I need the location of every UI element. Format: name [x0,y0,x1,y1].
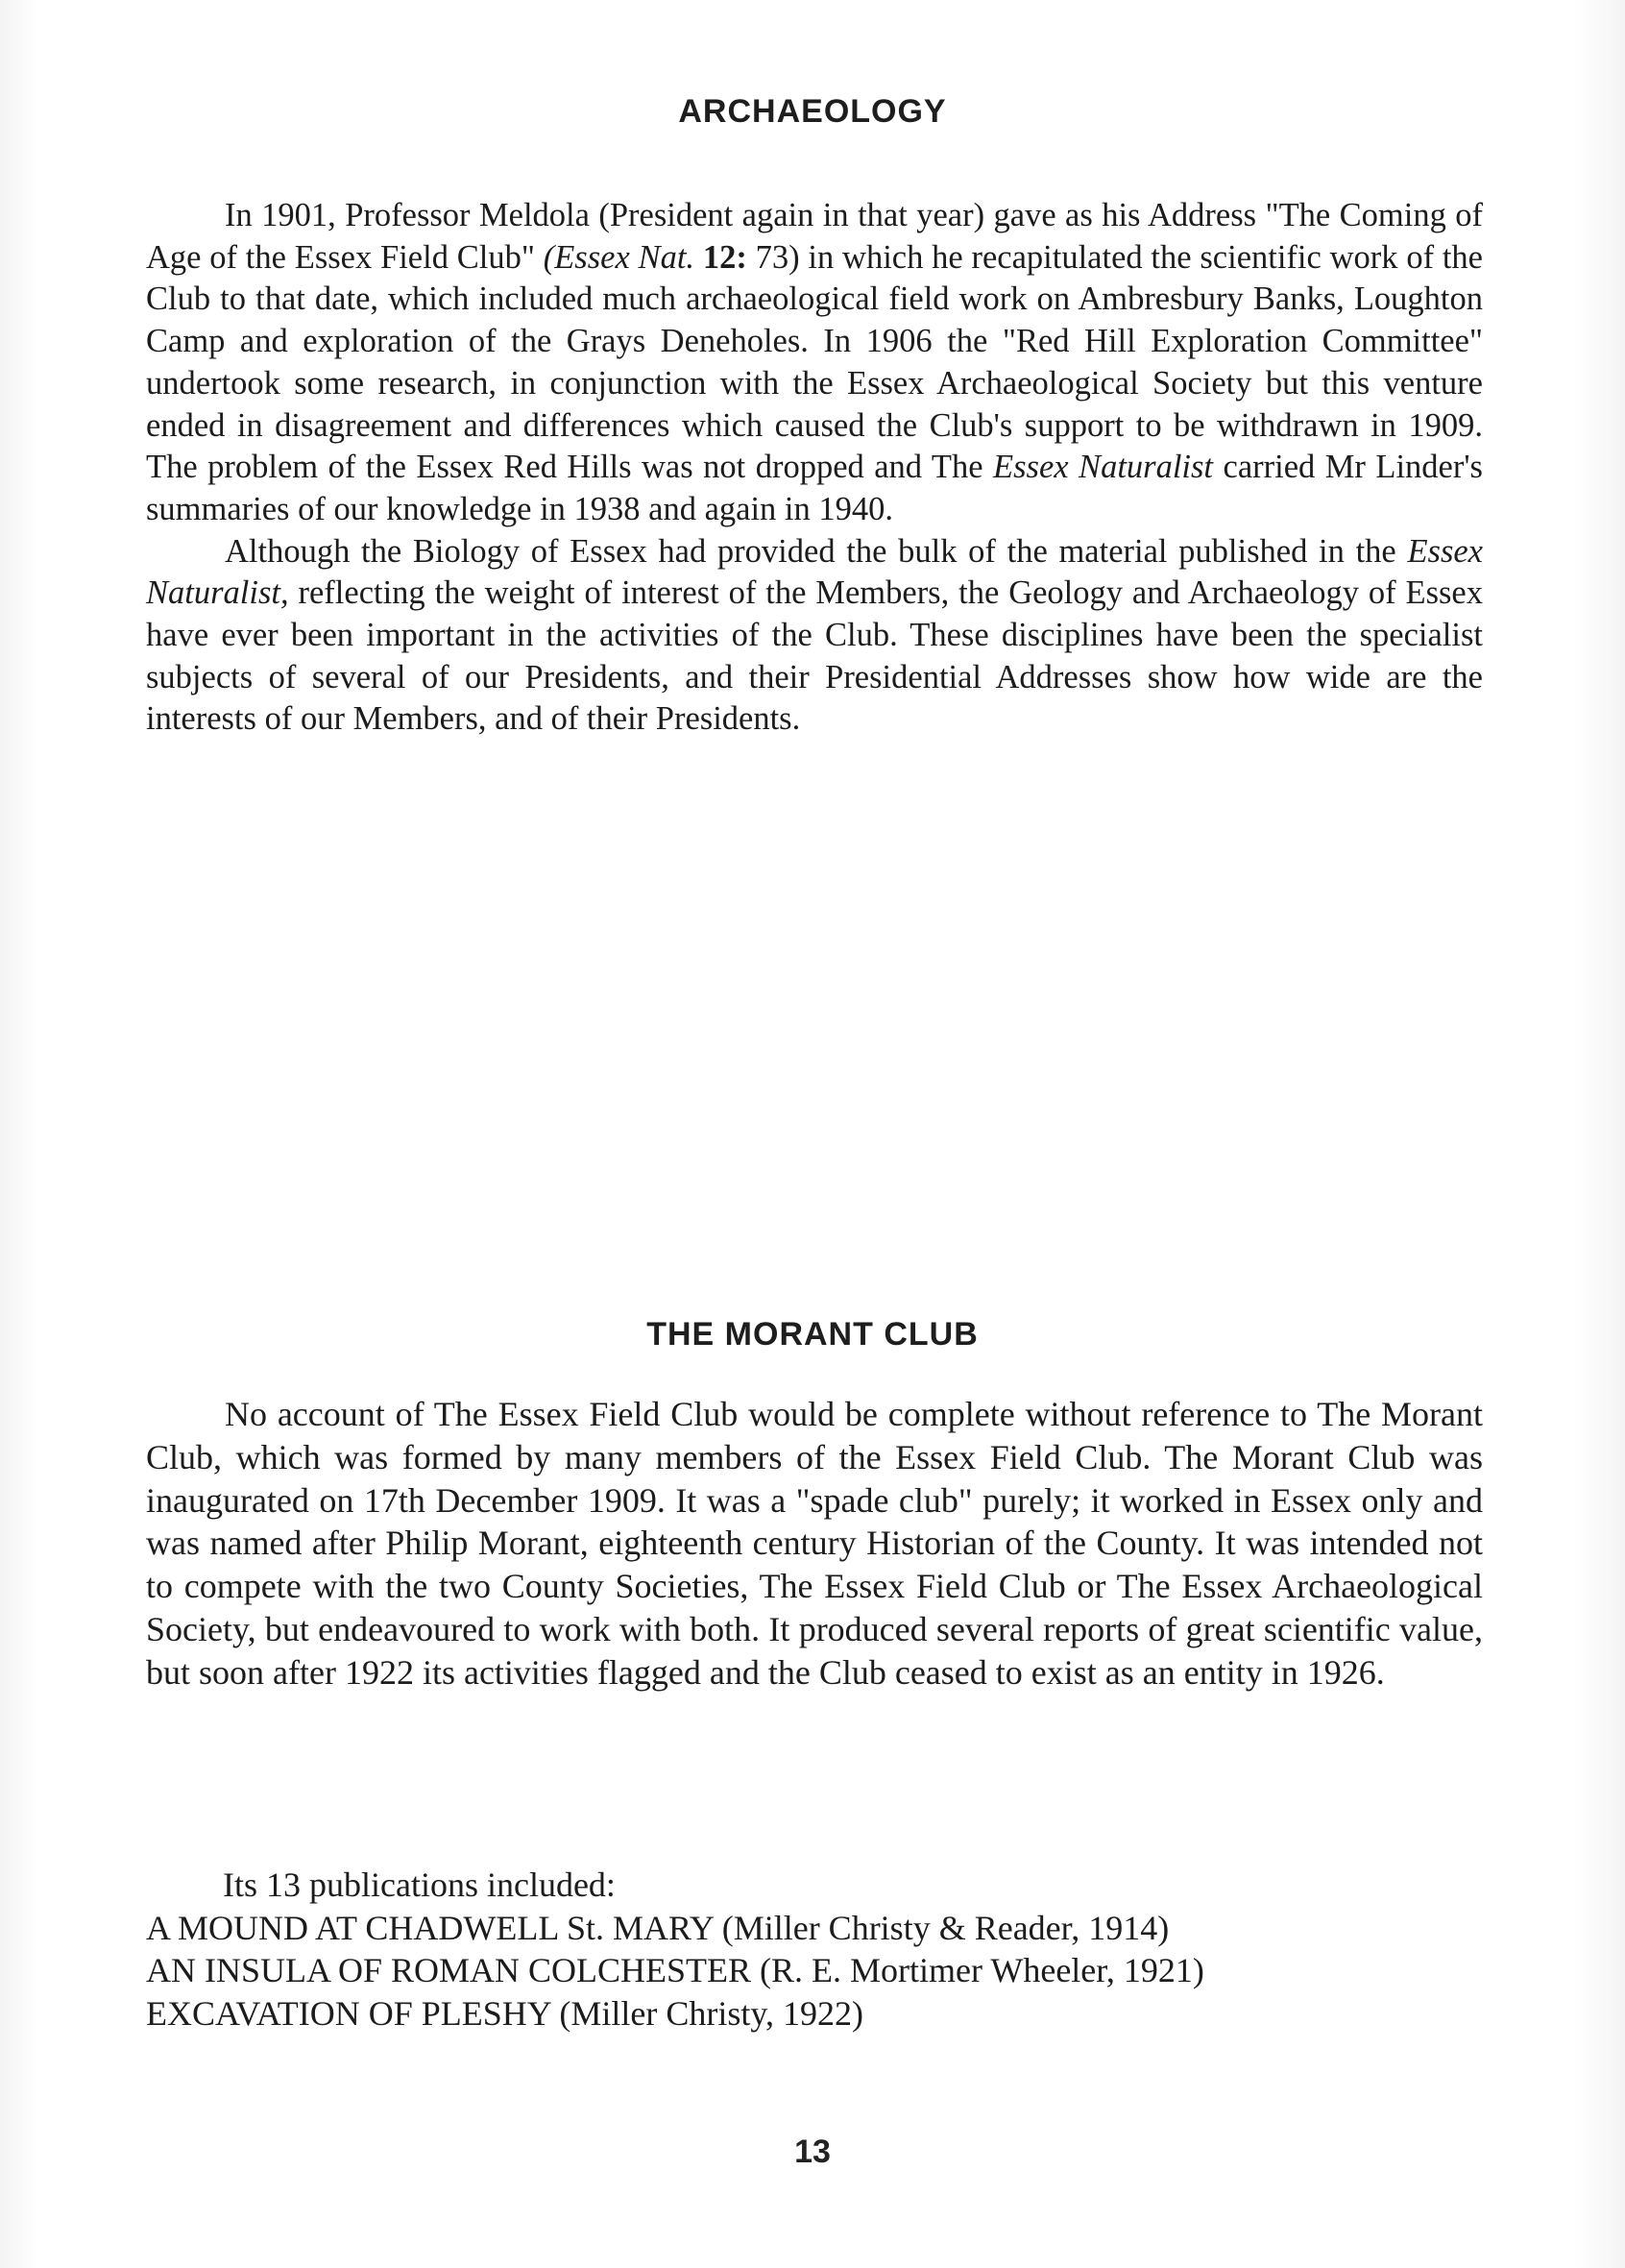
archaeology-p1-text-a: In 1901, Professor Meldola (President again in that year) gave as his Address "The Coming of Age of the Essex Field Club" [146,197,1483,276]
archaeology-body [146,195,1483,741]
morant-club-body [146,1393,1483,1695]
archaeology-paragraph-2 [146,531,1483,742]
archaeology-p2-text-b: reflecting the weight of interest of the Members, the Geology and Archaeology of Essex have ever been important in the activities of the Club. These disciplines have been the specialist subjects of several of our Presidents, and their Presidential Addresses show how wide are the interests of our Members, and of their Presidents. [146,574,1483,738]
morant-club-paragraph: No account of The Essex Field Club would be complete without reference to The Morant Club, which was formed by many members of the Essex Field Club. The Morant Club was inaugurated on 17th December 1909. It was a "spade club" purely; it worked in Essex only and was named after Philip Morant, eighteenth century Historian of the County. It was intended not to compete with the two County Societies, The Essex Field Club or The Essex Archaeological Society, but endeavoured to work with both. It produced several reports of great scientific value, but soon after 1922 its activities flagged and the Club ceased to exist as an entity in 1926. [146,1395,1483,1692]
archaeology-p1-text-c: carried Mr Linder's summaries of our knowledge in 1938 and again in 1940. [146,449,1483,527]
archaeology-heading: ARCHAEOLOGY [678,93,947,130]
archaeology-p2-text-a: Although the Biology of Essex had provided the bulk of the material published in the [225,532,1408,570]
publication-item: AN INSULA OF ROMAN COLCHESTER (R. E. Mortimer Wheeler, 1921) [146,1951,1204,1989]
archaeology-p1-journal-italic: Essex Naturalist [993,449,1214,486]
archaeology-p2-journal-italic: Essex Naturalist, [146,532,1483,612]
archaeology-p1-citation-volume: 12: [694,238,747,276]
archaeology-p1-citation-italic: (Essex Nat. [543,238,695,276]
publications-intro: Its 13 publications included: [223,1866,616,1904]
publication-item: EXCAVATION OF PLESHY (Miller Christy, 1922) [146,1993,864,2033]
morant-club-heading: THE MORANT CLUB [646,1316,979,1353]
archaeology-paragraph-1 [146,195,1483,531]
publications-list [146,1864,1510,2035]
publication-item: A MOUND AT CHADWELL St. MARY (Miller Christy & Reader, 1914) [146,1908,1170,1947]
page-number: 13 [794,2134,831,2170]
archaeology-p1-text-b: 73) in which he recapitulated the scientific work of the Club to that date, which included much archaeological field work on Ambresbury Banks, Loughton Camp and exploration of the Grays Deneholes. In 1906 the "Red Hill Exploration Committee" undertook some research, in conjunction with the Essex Archaeological Society but this venture ended in disagreement and differences which caused the Club's support to be withdrawn in 1909. The problem of the Essex Red Hills was not dropped and The [146,238,1483,486]
